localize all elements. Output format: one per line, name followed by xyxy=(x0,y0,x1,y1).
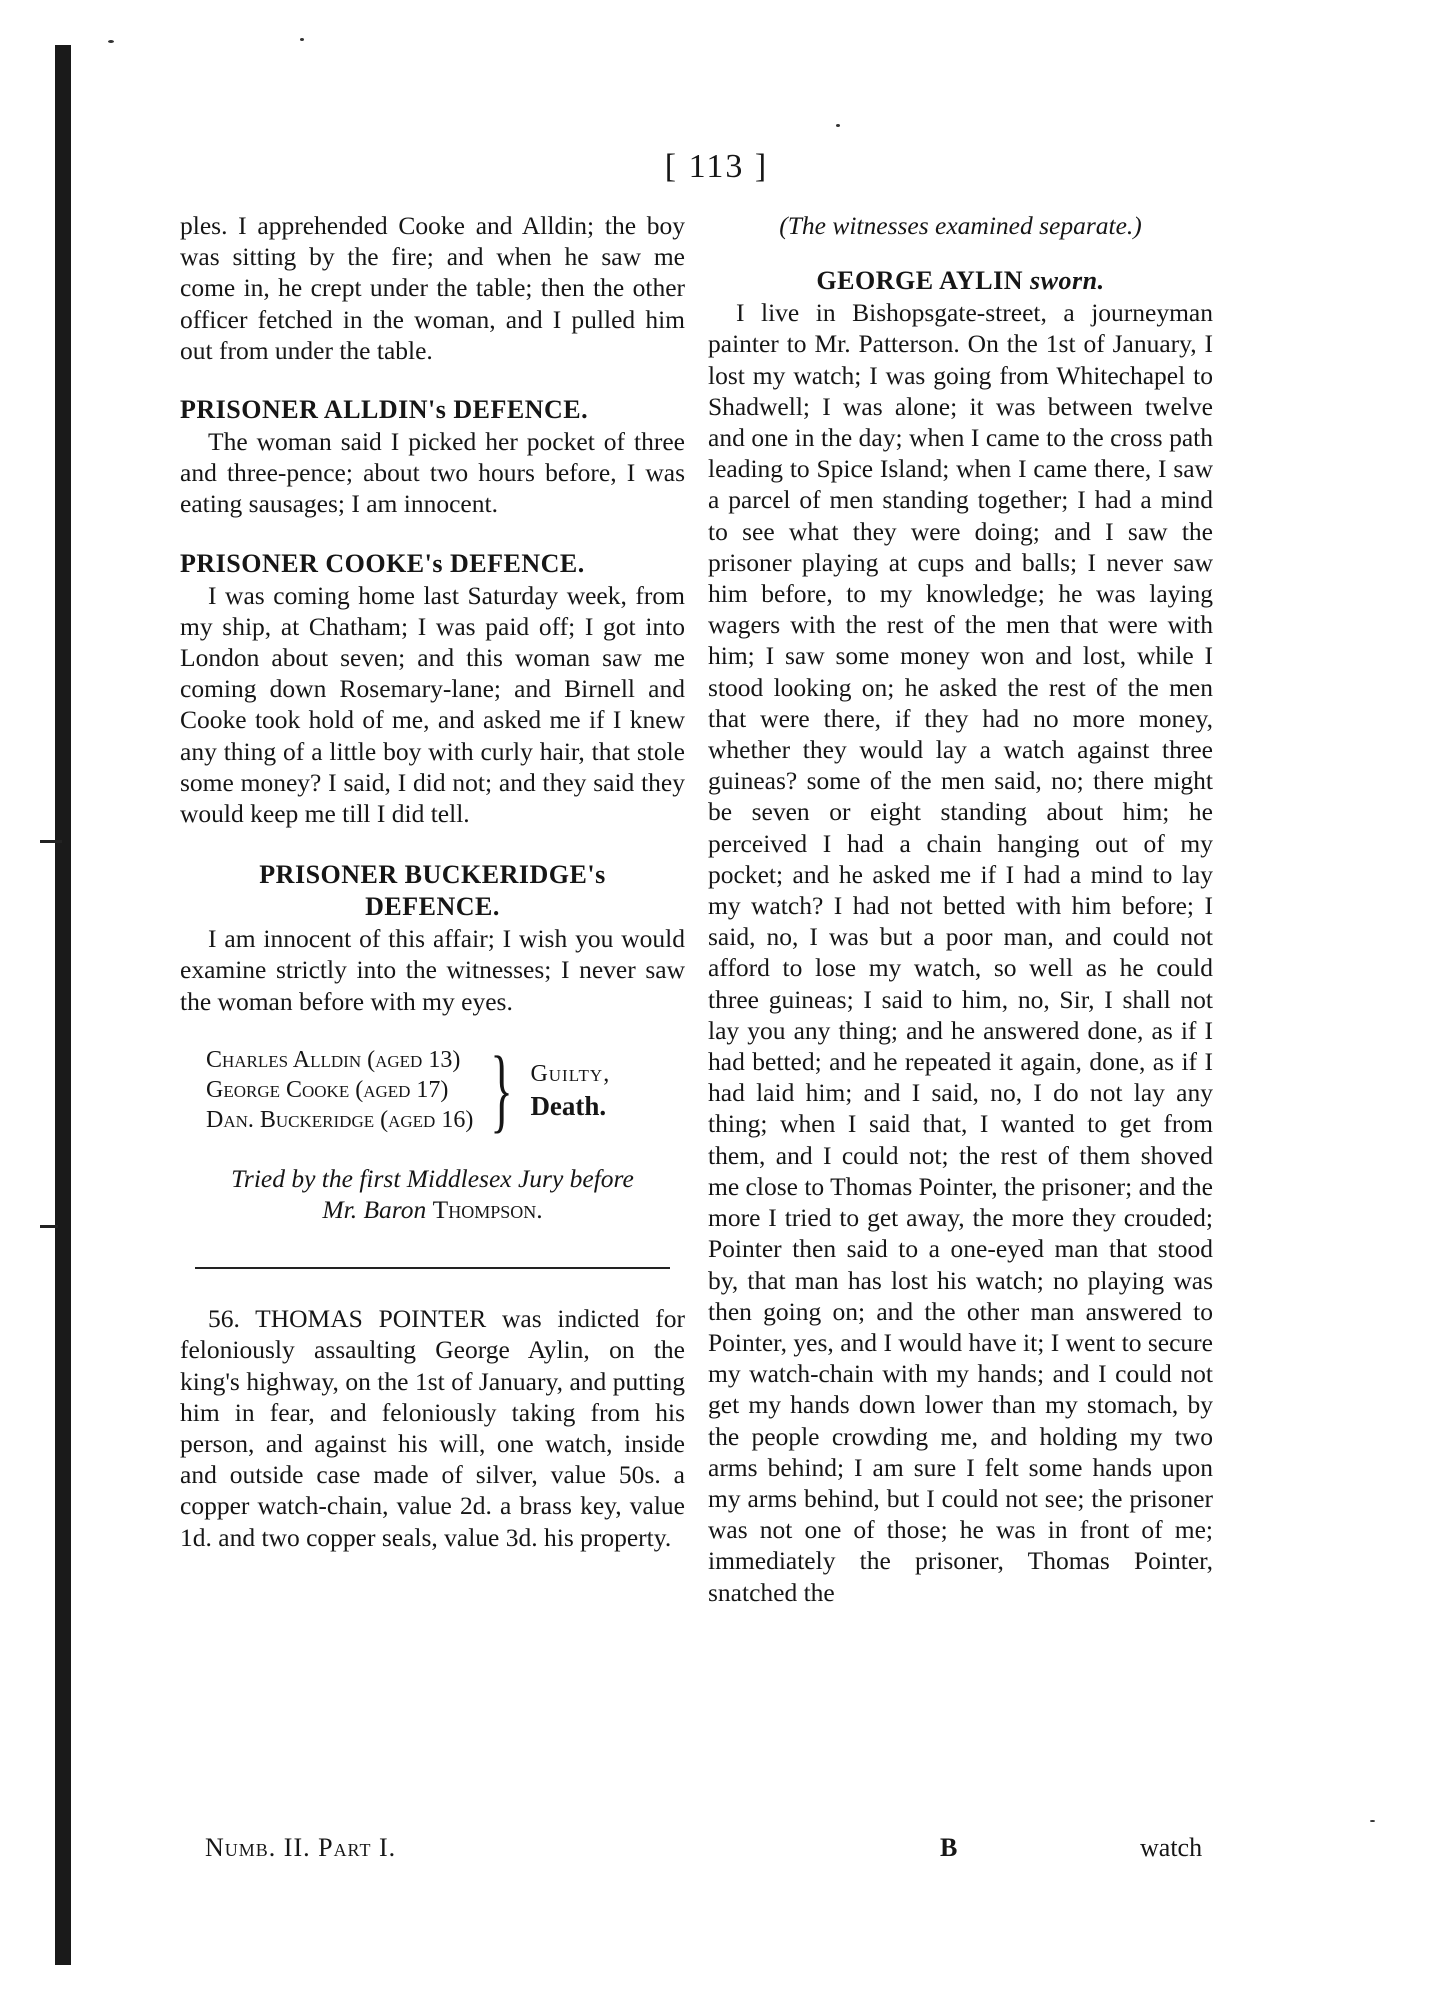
left-column xyxy=(180,210,685,1553)
judge-name: Thompson. xyxy=(432,1195,543,1225)
ink-speck xyxy=(108,40,114,43)
binding-mark xyxy=(40,1225,58,1228)
witness-testimony: I live in Bishopsgate-street, a journeyman painter to Mr. Patterson. On the 1st of January, I lost my watch; I was going from Whitechapel to Shadwell; I was alone; it was between twelve and one in the day; when I came to the cross path leading to Spice Island; when I came there, I saw a parcel of men standing together; I had a mind to see what they were doing; and I saw the prisoner playing at cups and balls; I never saw him before, to my knowledge; he was laying wagers with the rest of the men that were with him; I saw some money won and lost, while I stood looking on; he asked the rest of the men that were there, if they had no more money, whether they would lay a watch against three guineas? some of the men said, no; there might be seven or eight standing about him; he perceived I had a chain hanging out of my pocket; and he asked me if I had a mind to lay my watch? I had not betted with him before; I said, no, I was but a poor man, and could not afford to lose my watch, so well as he could three guineas; I said to him, no, Sir, I shall not lay you any thing; and he answered done, as if I had betted; and he repeated it again, done, as if I had laid him; and I said, no, I do not lay any thing; when I said that, I wanted to get from them, and I could not; the rest of them shoved me close to Thomas Pointer, the prisoner; and the more I tried to get away, the more they crouded; Pointer then said to a one-eyed man that stood by, that man has lost his watch; no playing was then going on; and the other man answered to Pointer, yes, and I would have it; I went to secure my watch-chain with my hands; and I could not get my hands down lower than my stomach, by the people crowding me, and holding my two arms behind; I am sure I felt some hands upon my arms behind, but I could not see; the prisoner was not one of those; he was in front of me; immediately the prisoner, Thomas Pointer, snatched the xyxy=(708,298,1213,1607)
jury-line: Tried by the first Middlesex Jury before xyxy=(231,1163,634,1193)
verdict-guilty: Guilty, xyxy=(530,1060,611,1087)
case-indictment: 56. THOMAS POINTER was indicted for feloniously assaulting George Aylin, on the king's highway, on the 1st of January, and putting him in fear, and feloniously taking from his person, and against his will, one watch, inside and outside case made of silver, value 50s. a copper watch-chain, value 2d. a brass key, value 1d. and two copper seals, value 3d. his property. xyxy=(180,1304,685,1552)
witness-heading xyxy=(708,265,1213,297)
verdict-name-alldin: Charles Alldin (aged 13) xyxy=(206,1046,461,1073)
catchword: watch xyxy=(1140,1833,1203,1862)
witness-sworn: sworn. xyxy=(1030,266,1105,296)
signature-line: Numb. II. Part I. xyxy=(205,1833,397,1862)
ink-speck xyxy=(1370,1820,1375,1822)
ink-speck xyxy=(836,124,840,127)
judge-title: Mr. Baron xyxy=(322,1195,427,1225)
alldin-defence-text: The woman said I picked her pocket of three and three-pence; about two hours before, I was eating sausages; I am innocent. xyxy=(180,427,685,519)
verdict-name-cooke: George Cooke (aged 17) xyxy=(206,1076,449,1103)
verdict-brace: } xyxy=(490,1037,514,1142)
verdict-result xyxy=(530,1058,610,1122)
verdict-name-buckeridge: Dan. Buckeridge (aged 16) xyxy=(206,1106,474,1133)
right-column xyxy=(708,210,1213,1608)
verdict-names xyxy=(206,1045,473,1135)
witnesses-note: (The witnesses examined separate.) xyxy=(779,211,1142,240)
witness-name: GEORGE AYLIN xyxy=(816,266,1024,296)
section-divider xyxy=(195,1267,670,1269)
continuation-paragraph: ples. I apprehended Cooke and Alldin; the boy was sitting by the fire; and when he saw me come in, he crept under the table; then the other officer fetched in the woman, and I pulled him out from under the table. xyxy=(180,211,685,365)
binding-mark xyxy=(40,840,62,843)
buckeridge-heading-line-2: DEFENCE. xyxy=(365,892,500,922)
buckeridge-defence-text: I am innocent of this affair; I wish you would examine strictly into the witnesses; I never saw the woman before with my eyes. xyxy=(180,924,685,1016)
page-number: [ 113 ] xyxy=(664,148,769,185)
verdict-death: Death. xyxy=(530,1090,607,1121)
buckeridge-defence-heading xyxy=(180,859,685,923)
cooke-defence-heading: PRISONER COOKE's DEFENCE. xyxy=(180,548,585,578)
judge-line xyxy=(180,1194,685,1225)
verdict-block xyxy=(206,1037,685,1142)
binding-shadow xyxy=(55,45,71,1965)
ink-speck xyxy=(300,38,304,41)
cooke-defence-text: I was coming home last Saturday week, from my ship, at Chatham; I was paid off; I got into London about seven; and this woman saw me coming down Rosemary-lane; and Birnell and Cooke took hold of me, and asked me if I knew any thing of a little boy with curly hair, that stole some money? I said, I did not; and they said they would keep me till I did tell. xyxy=(180,580,685,829)
alldin-defence-heading: PRISONER ALLDIN's DEFENCE. xyxy=(180,395,589,425)
buckeridge-heading-line-1: PRISONER BUCKERIDGE's xyxy=(259,860,606,890)
signature-mark: B xyxy=(940,1833,958,1862)
